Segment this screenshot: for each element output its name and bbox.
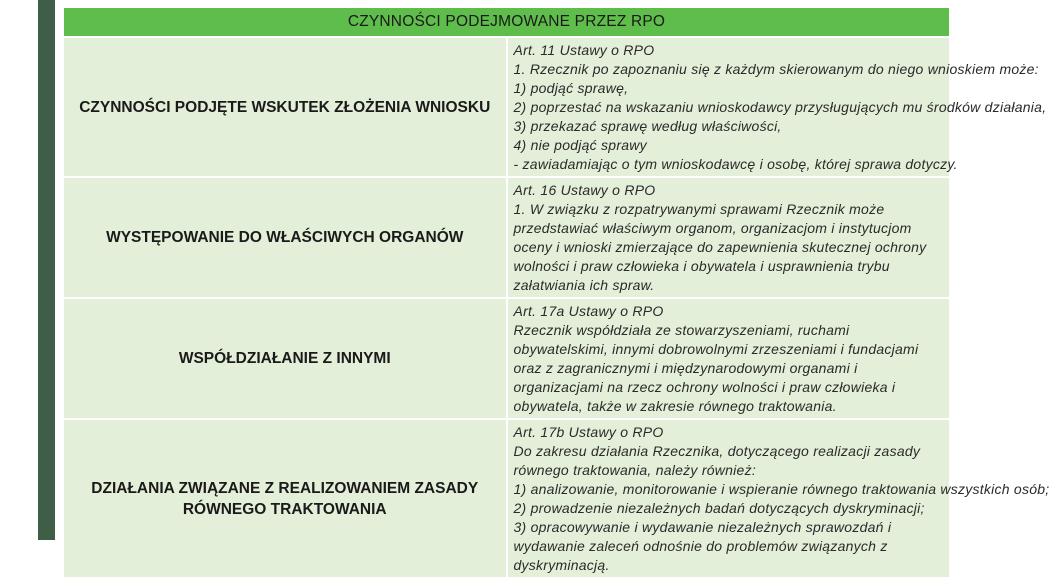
description-line: 2) prowadzenie niezależnych badań dotyczących dyskryminacji; [513,500,925,516]
description-paragraph: Do zakresu działania Rzecznika, dotyczącego realizacji zasady równego traktowania, należy również: [513,443,921,478]
description-line: 2) poprzestać na wskazaniu wnioskodawcy przysługujących mu środków działania, [513,99,1047,115]
description-cell [507,298,951,419]
description-paragraph: 3) opracowywanie i wydawanie niezależnych sprawozdań i wydawanie zaleceń odnośnie do problemów związanych z dyskryminacją. [513,519,892,573]
description-paragraph: Rzecznik współdziała ze stowarzyszeniami, ruchami obywatelskimi, innymi dobrowolnymi zrzeszeniami i fundacjami oraz z zagranicznymi i międzynarodowymi organami i organizacjami na rzecz ochrony wolności i praw człowieka i obywatela, także w zakresie równego traktowania. [513,322,919,414]
rpo-activities-table-container [62,6,1049,579]
category-cell: DZIAŁANIA ZWIĄZANE Z REALIZOWANIEM ZASADY RÓWNEGO TRAKTOWANIA [63,419,507,578]
table-row [63,298,950,419]
description-line: Art. 17a Ustawy o RPO [513,303,664,319]
table-title: CZYNNOŚCI PODEJMOWANE PRZEZ RPO [63,7,950,37]
description-line: 1. Rzecznik po zapoznaniu się z każdym skierowanym do niego wnioskiem może: [513,61,1039,77]
category-cell: WYSTĘPOWANIE DO WŁAŚCIWYCH ORGANÓW [63,177,507,298]
category-cell: CZYNNOŚCI PODJĘTE WSKUTEK ZŁOŻENIA WNIOSKU [63,37,507,177]
rpo-activities-table [62,6,1049,579]
description-cell [507,419,1049,578]
category-cell: WSPÓŁDZIAŁANIE Z INNYMI [63,298,507,419]
table-row [63,37,950,177]
description-paragraph: 1. W związku z rozpatrywanymi sprawami Rzecznik może przedstawiać właściwym organom, organizacjom i instytucjom oceny i wnioski zmierzające do zapewnienia skutecznej ochrony wolności i praw człowieka i obywatela i usprawnienia trybu załatwiania ich spraw. [513,201,927,293]
table-row [63,419,950,578]
description-line: Art. 11 Ustawy o RPO [513,42,655,58]
description-line: 4) nie podjąć sprawy [513,137,647,153]
description-line: - zawiadamiając o tym wnioskodawcę i osobę, której sprawa dotyczy. [513,156,958,172]
table-row [63,177,950,298]
description-line: 1) podjąć sprawę, [513,80,629,96]
description-cell [507,37,1047,177]
description-line: Art. 17b Ustawy o RPO [513,424,664,440]
description-cell [507,177,951,298]
left-accent-bar [38,0,55,540]
description-line: 1) analizowanie, monitorowanie i wspieranie równego traktowania wszystkich osób; [513,481,1049,497]
description-line: 3) przekazać sprawę według właściwości, [513,118,782,134]
description-line: Art. 16 Ustawy o RPO [513,182,656,198]
